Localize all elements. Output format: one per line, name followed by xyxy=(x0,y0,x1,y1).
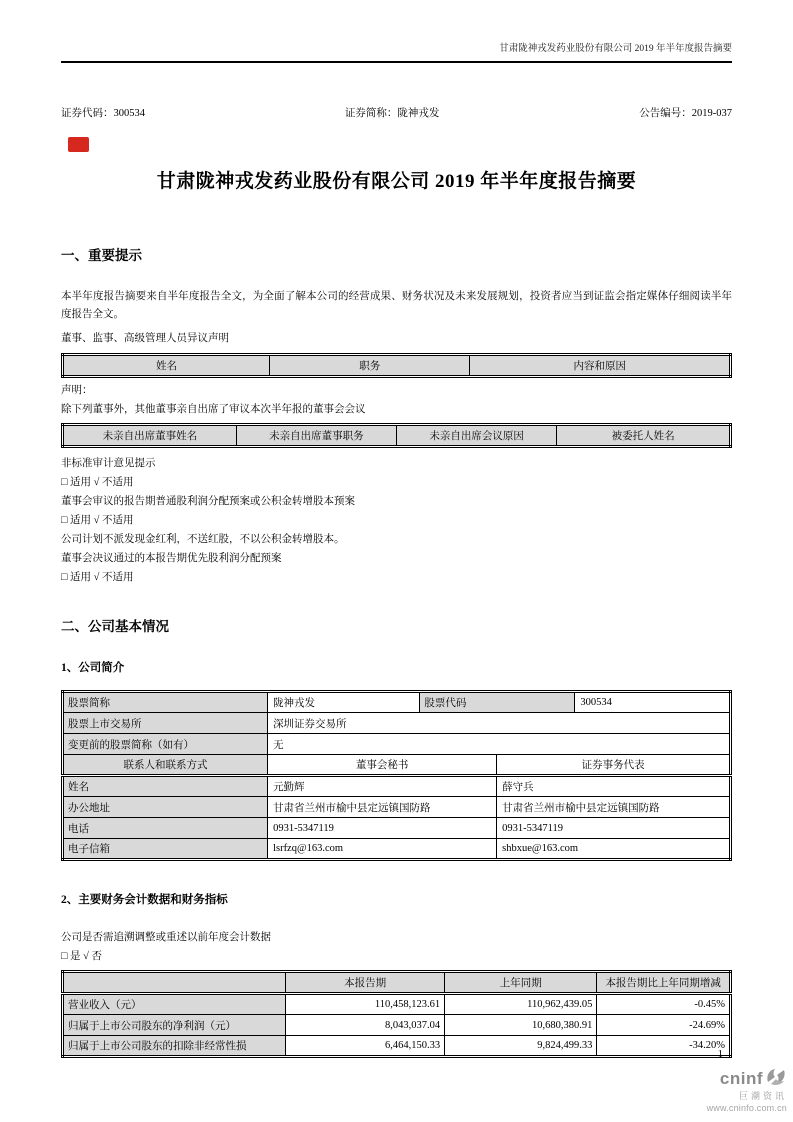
dividend-plan: 公司计划不派发现金红利，不送红股，不以公积金转增股本。 xyxy=(61,534,345,545)
profile-label: 电子信箱 xyxy=(63,839,268,860)
profile-value: 陇神戎发 xyxy=(268,692,420,713)
page-number: 1 xyxy=(717,1049,723,1060)
section-heading-company-info: 二、公司基本情况 xyxy=(61,619,169,634)
table-row xyxy=(63,1036,731,1057)
profile-value: 薛守兵 xyxy=(497,776,731,797)
table-row xyxy=(63,972,731,994)
profile-label: 姓名 xyxy=(63,776,268,797)
dissent-col-reason: 内容和原因 xyxy=(470,355,731,377)
finance-col-prior: 上年同期 xyxy=(445,972,597,994)
absent-col-reason: 未亲自出席会议原因 xyxy=(396,425,556,447)
finance-row-label: 归属于上市公司股东的净利润（元） xyxy=(63,1015,286,1036)
profile-contact-header: 联系人和联系方式 xyxy=(63,755,268,776)
dividend-note: 董事会审议的报告期普通股利润分配预案或公积金转增股本预案 xyxy=(61,496,355,507)
cninfo-logo xyxy=(677,1066,787,1113)
header-rule xyxy=(61,61,732,63)
cninfo-logo-chinese: 巨潮资讯 xyxy=(738,1091,787,1101)
section-heading-important-notice: 一、重要提示 xyxy=(61,248,142,263)
finance-value: 10,680,380.91 xyxy=(445,1015,597,1036)
table-row xyxy=(63,776,731,797)
profile-label: 办公地址 xyxy=(63,797,268,818)
company-profile-table xyxy=(61,690,732,861)
profile-value: shbxue@163.com xyxy=(497,839,731,860)
profile-value: 元勤辉 xyxy=(268,776,497,797)
profile-label: 电话 xyxy=(63,818,268,839)
cninfo-swirl-icon xyxy=(765,1066,787,1090)
profile-secretary-header: 董事会秘书 xyxy=(268,755,497,776)
check-line-preferred: □ 适用 √ 不适用 xyxy=(61,572,134,583)
profile-value: 300534 xyxy=(575,692,731,713)
table-row xyxy=(63,713,731,734)
restate-note: 公司是否需追溯调整或重述以前年度会计数据 xyxy=(61,932,271,943)
profile-value: 甘肃省兰州市榆中县定远镇国防路 xyxy=(268,797,497,818)
profile-label: 变更前的股票简称（如有） xyxy=(63,734,268,755)
profile-value: 甘肃省兰州市榆中县定远镇国防路 xyxy=(497,797,731,818)
stock-code: 证券代码：300534 xyxy=(61,108,145,119)
statement-text: 除下列董事外，其他董事亲自出席了审议本次半年报的董事会会议 xyxy=(61,404,366,415)
table-row xyxy=(63,797,731,818)
finance-value: 9,824,499.33 xyxy=(445,1036,597,1057)
finance-value: -0.45% xyxy=(597,994,731,1015)
profile-value: 深圳证券交易所 xyxy=(268,713,731,734)
check-line-dividend: □ 适用 √ 不适用 xyxy=(61,515,134,526)
absent-col-position: 未亲自出席董事职务 xyxy=(236,425,396,447)
profile-value: lsrfzq@163.com xyxy=(268,839,497,860)
check-line-audit: □ 适用 √ 不适用 xyxy=(61,477,134,488)
finance-value: 6,464,150.33 xyxy=(286,1036,445,1057)
statement-label: 声明： xyxy=(61,385,93,396)
profile-label: 股票代码 xyxy=(420,692,575,713)
table-row xyxy=(63,1015,731,1036)
audit-note: 非标准审计意见提示 xyxy=(61,458,156,469)
profile-representative-header: 证券事务代表 xyxy=(497,755,731,776)
finance-value: 110,458,123.61 xyxy=(286,994,445,1015)
table-row xyxy=(63,425,731,447)
finance-value: -24.69% xyxy=(597,1015,731,1036)
table-row xyxy=(63,734,731,755)
meta-row xyxy=(61,105,732,120)
table-row xyxy=(63,994,731,1015)
finance-row-label: 归属于上市公司股东的扣除非经常性损 xyxy=(63,1036,286,1057)
absent-col-name: 未亲自出席董事姓名 xyxy=(63,425,237,447)
intro-paragraph: 本半年度报告摘要来自半年度报告全文，为全面了解本公司的经营成果、财务状况及未来发展规划，投资者应当到证监会指定媒体仔细阅读半年度报告全文。 xyxy=(61,291,732,320)
table-row xyxy=(63,818,731,839)
dissent-table xyxy=(61,353,732,378)
dissent-label: 董事、监事、高级管理人员异议声明 xyxy=(61,333,229,344)
preferred-note: 董事会决议通过的本报告期优先股利润分配预案 xyxy=(61,553,282,564)
profile-value: 0931-5347119 xyxy=(497,818,731,839)
dissent-col-position: 职务 xyxy=(270,355,470,377)
dissent-col-name: 姓名 xyxy=(63,355,270,377)
check-line-restate: □ 是 √ 否 xyxy=(61,951,102,962)
finance-value: -34.20% xyxy=(597,1036,731,1057)
finance-col-blank xyxy=(63,972,286,994)
announcement-no: 公告编号：2019-037 xyxy=(639,108,732,119)
profile-value: 0931-5347119 xyxy=(268,818,497,839)
profile-label: 股票简称 xyxy=(63,692,268,713)
running-header: 甘肃陇神戎发药业股份有限公司 2019 年半年度报告摘要 xyxy=(499,44,732,54)
table-row xyxy=(63,355,731,377)
finance-table xyxy=(61,970,732,1058)
table-row xyxy=(63,839,731,860)
stock-abbr: 证券简称：陇神戎发 xyxy=(344,108,440,119)
table-row xyxy=(63,692,731,713)
sub-heading-company-profile: 1、公司简介 xyxy=(61,662,125,674)
cninfo-logo-url: www.cninfo.com.cn xyxy=(706,1103,787,1113)
profile-value: 无 xyxy=(268,734,731,755)
finance-row-label: 营业收入（元） xyxy=(63,994,286,1015)
finance-col-change: 本报告期比上年同期增减 xyxy=(597,972,731,994)
absent-col-delegate: 被委托人姓名 xyxy=(557,425,731,447)
finance-col-current: 本报告期 xyxy=(286,972,445,994)
profile-label: 股票上市交易所 xyxy=(63,713,268,734)
absent-directors-table xyxy=(61,423,732,448)
red-annotation-badge xyxy=(68,137,89,152)
page-title: 甘肃陇神戎发药业股份有限公司 2019 年半年度报告摘要 xyxy=(156,171,637,192)
sub-heading-financial-data: 2、主要财务会计数据和财务指标 xyxy=(61,894,228,906)
finance-value: 8,043,037.04 xyxy=(286,1015,445,1036)
finance-value: 110,962,439.05 xyxy=(445,994,597,1015)
table-row xyxy=(63,755,731,776)
cninfo-logo-wordmark: cninf xyxy=(719,1068,763,1088)
